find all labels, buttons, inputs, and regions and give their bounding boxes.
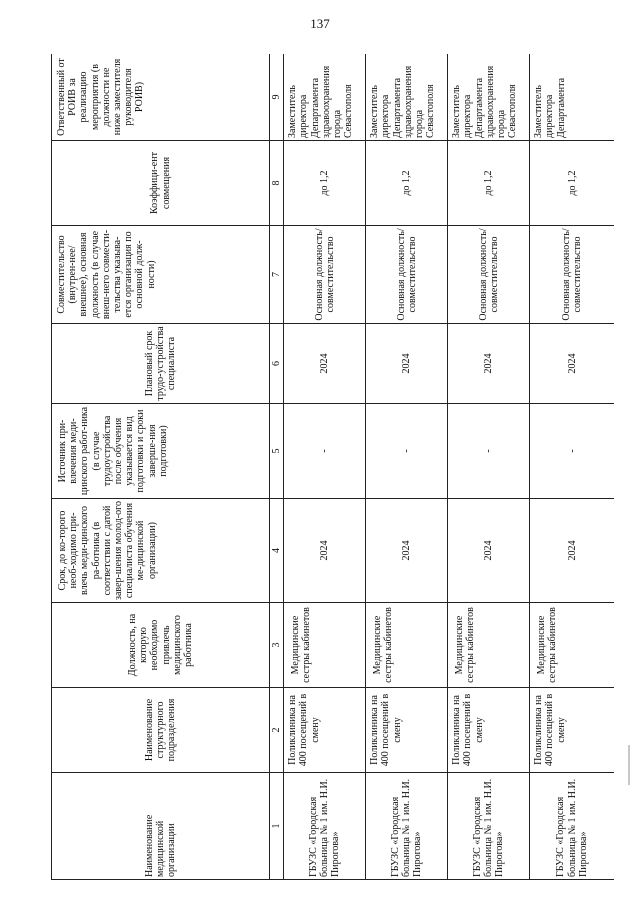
table-row [448,54,530,880]
cell-planned: 2024 [366,324,448,404]
cell-deadline: 2024 [366,499,448,603]
table-row [366,54,448,880]
column-number: 3 [270,603,284,688]
cell-dept: Поликлиника на 400 посещений в смену [530,688,614,773]
column-number: 4 [270,499,284,603]
cell-coefficient: до 1,2 [448,141,530,226]
header-source: Источник при-влечения меди-цинского работ-ника (в случае трудоустройства после обучения указывается вид подготовки и сроки заверше-ния подготовки) [52,404,270,499]
header-position: Должность, на которую необходимо привлечь медицинского работника [52,603,270,688]
cell-responsible: Заместитель директора Департамента здравоохранения города Севастополя [366,54,448,141]
cell-position: Медицинские сестры кабинетов [530,603,614,688]
column-numbers-row [270,54,284,880]
cell-deadline: 2024 [284,499,366,603]
cell-dept: Поликлиника на 400 посещений в смену [284,688,366,773]
cell-combination: Основная должность/ совместительство [284,226,366,324]
header-combination: Совместительство (внутрен-нее/внешнее), основная должность (в случае внеш-него совмести-тельства указыва-ется организация по основной долж-ности) [52,226,270,324]
cell-combination: Основная должность/ совместительство [530,226,614,324]
cell-source: - [530,404,614,499]
cell-org: ГБУЗС «Городская больница № 1 им. Н.И. Пирогова» [284,773,366,880]
column-number: 6 [270,324,284,404]
header-responsible: Ответственный от РОИВ за реализацию мероприятия (в должности не ниже заместителя руководителя РОИВ) [52,54,270,141]
column-number: 1 [270,773,284,880]
cell-responsible: Заместитель директора Департамента здравоохранения города Севастополя [448,54,530,141]
cell-planned: 2024 [284,324,366,404]
header-coefficient: Коэффици-ент совмещения [52,141,270,226]
cell-position: Медицинские сестры кабинетов [448,603,530,688]
cell-dept: Поликлиника на 400 посещений в смену [366,688,448,773]
cell-planned: 2024 [448,324,530,404]
cell-dept: Поликлиника на 400 посещений в смену [448,688,530,773]
header-planned: Плановый срок трудо-устройства специалиста [52,324,270,404]
rotated-table-frame [51,54,614,880]
cell-planned: 2024 [530,324,614,404]
column-number: 7 [270,226,284,324]
cell-deadline: 2024 [530,499,614,603]
staffing-table [51,54,614,880]
cell-org: ГБУЗС «Городская больница № 1 им. Н.И. Пирогова» [448,773,530,880]
column-number: 2 [270,688,284,773]
column-number: 9 [270,54,284,141]
cell-source: - [366,404,448,499]
cell-position: Медицинские сестры кабинетов [366,603,448,688]
header-dept: Наименование структурного подразделения [52,688,270,773]
page-number: 137 [310,16,330,31]
cell-coefficient: до 1,2 [284,141,366,226]
cell-responsible: Заместитель директора Департамента здравоохранения города Севастополя [284,54,366,141]
cell-responsible: Заместитель директора Департамента [530,54,614,141]
cell-coefficient: до 1,2 [530,141,614,226]
cell-org: ГБУЗС «Городская больница № 1 им. Н.И. Пирогова» [366,773,448,880]
table-row [530,54,614,880]
cell-source: - [448,404,530,499]
cell-org: ГБУЗС «Городская больница № 1 им. Н.И. Пирогова» [530,773,614,880]
header-deadline: Срок, до ко-торого необ-ходимо при-влечь меди-цинского ра-ботника (в соответствии с датой завер-шения молод-ого специалиста обучения ме-дицинской организации) [52,499,270,603]
column-number: 8 [270,141,284,226]
table-row [284,54,366,880]
header-row [52,54,270,880]
cell-position: Медицинские сестры кабинетов [284,603,366,688]
cell-combination: Основная должность/ совместительство [366,226,448,324]
cell-deadline: 2024 [448,499,530,603]
cell-source: - [284,404,366,499]
cell-combination: Основная должность/ совместительство [448,226,530,324]
scan-artifact [628,745,630,785]
header-org: Наименование медицинской организации [52,773,270,880]
column-number: 5 [270,404,284,499]
cell-coefficient: до 1,2 [366,141,448,226]
